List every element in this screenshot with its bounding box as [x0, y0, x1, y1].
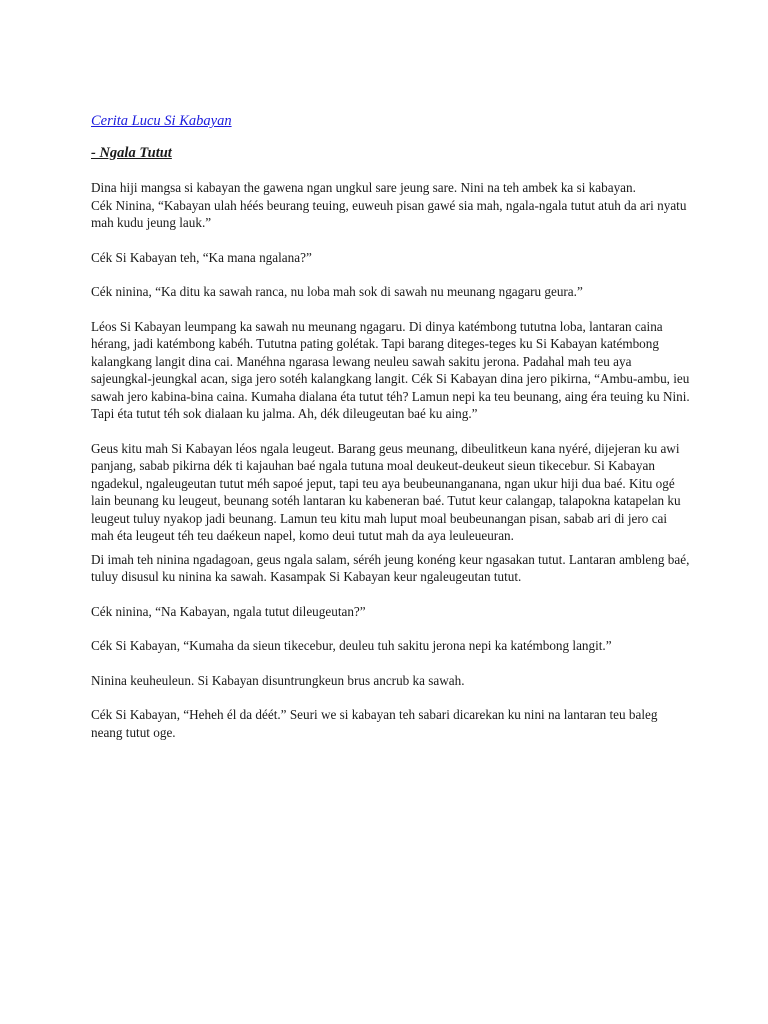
- paragraph-6: Di imah teh ninina ngadagoan, geus ngala salam, séréh jeung konéng keur ngasakan tutut. Lantaran ambleng baé, tuluy disusul ku ninina ka sawah. Kasampak Si Kabayan keur ngaleugeutan tutut.: [91, 551, 690, 584]
- paragraph-9: Ninina keuheuleun. Si Kabayan disuntrungkeun brus ancrub ka sawah.: [91, 672, 465, 688]
- paragraph-4: Léos Si Kabayan leumpang ka sawah nu meunang ngagaru. Di dinya katémbong tututna loba, lantaran caina hérang, jadi katémbong kabéh. Tututna pating golétak. Tapi barang diteges-teges ku Si Kabayan katémbong kalangkang langit dina cai. Manéhna ngarasa lewang neuleu sawah sakitu jerona. Padahal mah teu aya sajeungkal-jeungkal acan, siga jero sotéh kalangkang langit. Cék Si Kabayan dina jero pikirna, “Ambu-ambu, ieu sawah jero kabina-bina caina. Kumaha dialana éta tutut téh? Lamun nepi ka teu beunang, aing éra teuing ku Nini. Tapi éta tutut téh sok dialaan ku jalma. Ah, dék dileugeutan baé ku aing.”: [91, 318, 690, 421]
- document-subtitle: - Ngala Tutut: [91, 145, 172, 161]
- paragraph-5: Geus kitu mah Si Kabayan léos ngala leugeut. Barang geus meunang, dibeulitkeun kana nyéré, dijejeran ku awi panjang, sabab pikirna dék ti kajauhan baé ngala tutuna moal deukeut-deukeut sieun tikecebur. Si Kabayan ngadekul, ngaleugeutan tutut méh sapoé jeput, tapi teu aya beubeunanganana, ngan ukur hiji dua baé. Kitu ogé lain beunang ku leugeut, beunang sotéh lantaran ku kabeneran baé. Tutut keur calangap, talapokna katapelan ku leugeut tuluy nyakop jadi beunang. Lamun teu kitu mah luput moal beubeunangan pisan, sabab ari di jero cai mah éta leugeut téh teu daékeun napel, komo deui tutut mah da aya leuleueuran.: [91, 440, 681, 543]
- paragraph-3: Cék ninina, “Ka ditu ka sawah ranca, nu loba mah sok di sawah nu meunang ngagaru geura.”: [91, 284, 583, 299]
- document-body: [91, 112, 691, 741]
- paragraph-8: Cék Si Kabayan, “Kumaha da sieun tikecebur, deuleu tuh sakitu jerona nepi ka katémbong langit.”: [91, 638, 612, 653]
- paragraph-10: Cék Si Kabayan, “Heheh él da déét.” Seuri we si kabayan teh sabari dicarekan ku nini na lantaran teu baleg neang tutut oge.: [91, 707, 658, 740]
- document-title-link[interactable]: Cerita Lucu Si Kabayan: [91, 113, 232, 129]
- paragraph-7: Cék ninina, “Na Kabayan, ngala tutut dileugeutan?”: [91, 603, 366, 619]
- paragraph-2: Cék Si Kabayan teh, “Ka mana ngalana?”: [91, 249, 312, 265]
- paragraph-1: Dina hiji mangsa si kabayan the gawena ngan ungkul sare jeung sare. Nini na teh ambek ka si kabayan. Cék Ninina, “Kabayan ulah héés beurang teuing, euweuh pisan gawé sia mah, ngala-ngala tutut atuh da ari nyatu mah kudu jeung lauk.”: [91, 180, 687, 230]
